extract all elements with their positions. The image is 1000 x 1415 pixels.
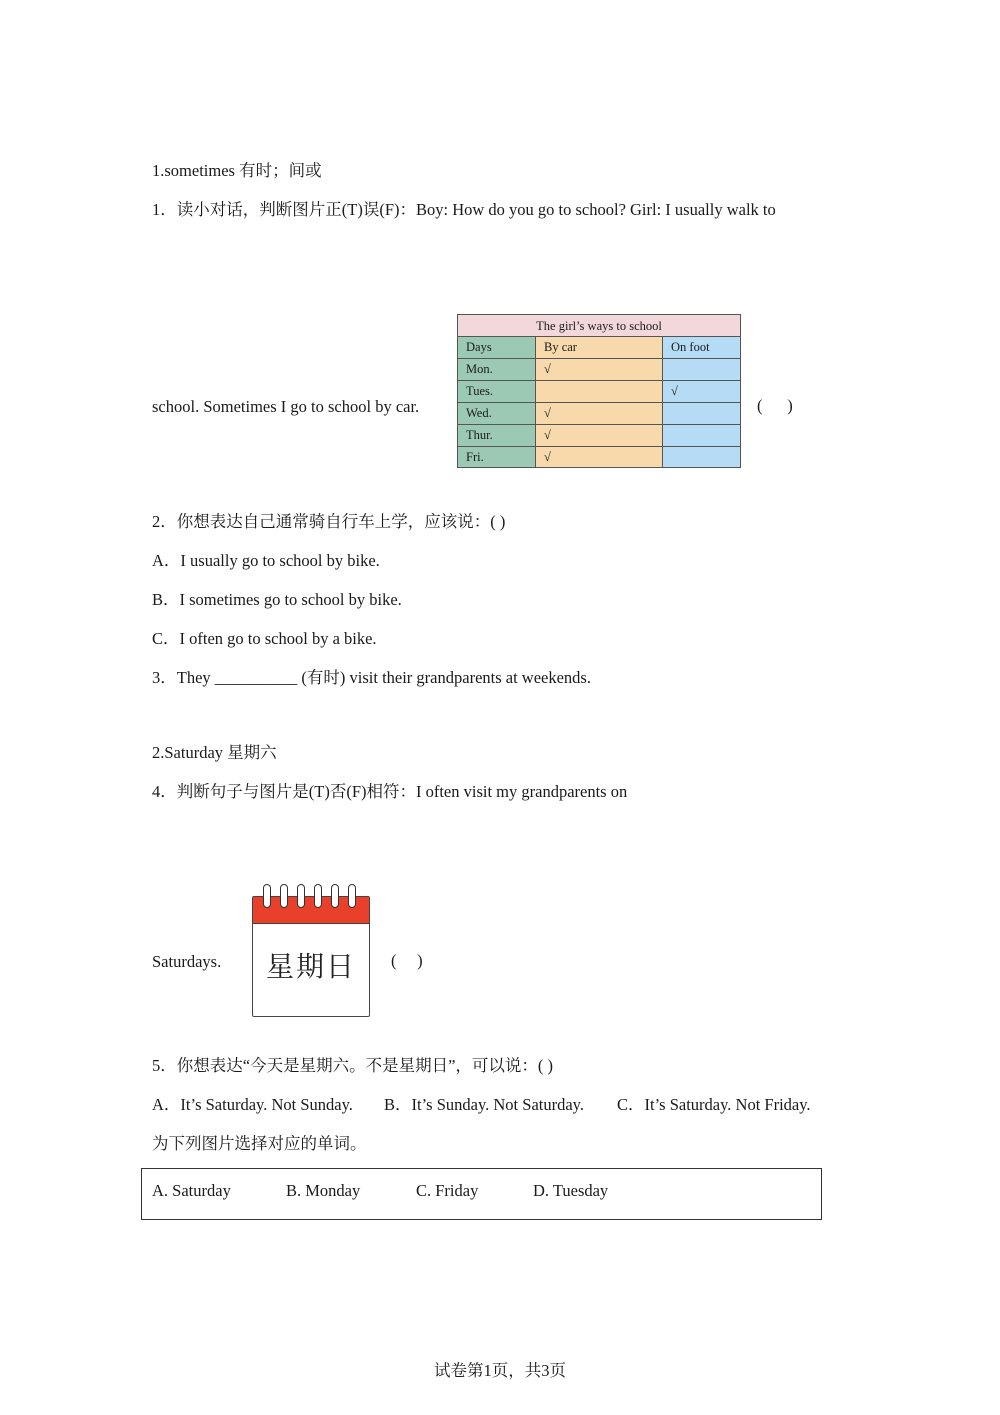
- calendar-ring-icon: [331, 884, 339, 908]
- table-header-on-foot: On foot: [663, 337, 740, 359]
- word-option-b: B. Monday: [286, 1181, 361, 1200]
- question-4-line-1: 4．判断句子与图片是(T)否(F)相符：I often visit my grandparents on: [152, 782, 628, 801]
- question-2-option-a: A．I usually go to school by bike.: [152, 551, 380, 570]
- calendar-ring-icon: [297, 884, 305, 908]
- ways-to-school-table: [457, 314, 741, 468]
- table-cell-by-car: [536, 381, 663, 403]
- table-cell-on-foot: [663, 403, 740, 425]
- table-title: The girl’s ways to school: [458, 315, 740, 337]
- question-2-option-b: B．I sometimes go to school by bike.: [152, 590, 402, 609]
- table-cell-by-car: √: [536, 425, 663, 447]
- question-5-option-c: C．It’s Saturday. Not Friday.: [617, 1095, 811, 1114]
- calendar-ring-icon: [348, 884, 356, 908]
- word-options-box: [141, 1168, 822, 1220]
- calendar-day-text: 星期日: [265, 950, 356, 983]
- answer-parens-q1[interactable]: ( ): [757, 396, 793, 415]
- section-heading-saturday: 2.Saturday 星期六: [152, 743, 277, 762]
- table-cell-by-car: √: [536, 403, 663, 425]
- table-cell-day: Tues.: [458, 381, 536, 403]
- word-option-a: A. Saturday: [152, 1181, 231, 1200]
- table-cell-day: Mon.: [458, 359, 536, 381]
- question-1-line-1: 1．读小对话，判断图片正(T)误(F)：Boy: How do you go to school? Girl: I usually walk to: [152, 200, 776, 219]
- calendar-ring-icon: [263, 884, 271, 908]
- question-5-option-a: A．It’s Saturday. Not Sunday.: [152, 1095, 353, 1114]
- section-heading-sometimes: 1.sometimes 有时；间或: [152, 161, 322, 180]
- question-1-line-2: school. Sometimes I go to school by car.: [152, 397, 420, 416]
- table-cell-day: Fri.: [458, 447, 536, 467]
- question-2-option-c: C．I often go to school by a bike.: [152, 629, 377, 648]
- table-cell-on-foot: √: [663, 381, 740, 403]
- table-header-days: Days: [458, 337, 536, 359]
- word-option-d: D. Tuesday: [533, 1181, 609, 1200]
- table-cell-on-foot: [663, 447, 740, 467]
- match-instruction: 为下列图片选择对应的单词。: [152, 1134, 367, 1153]
- question-5-stem: 5．你想表达“今天是星期六。不是星期日”，可以说：( ): [152, 1056, 554, 1075]
- calendar-image: [252, 896, 370, 1017]
- question-5-option-b: B．It’s Sunday. Not Saturday.: [384, 1095, 584, 1114]
- calendar-ring-icon: [280, 884, 288, 908]
- word-option-c: C. Friday: [416, 1181, 479, 1200]
- table-cell-day: Thur.: [458, 425, 536, 447]
- question-3: 3．They __________ (有时) visit their grandparents at weekends.: [152, 668, 591, 687]
- table-header-by-car: By car: [536, 337, 663, 359]
- question-4-line-2: Saturdays.: [152, 952, 222, 971]
- table-cell-by-car: √: [536, 447, 663, 467]
- table-cell-on-foot: [663, 425, 740, 447]
- answer-parens-q4[interactable]: ( ): [391, 951, 423, 970]
- table-cell-by-car: √: [536, 359, 663, 381]
- calendar-ring-icon: [314, 884, 322, 908]
- table-cell-on-foot: [663, 359, 740, 381]
- question-2-stem: 2．你想表达自己通常骑自行车上学，应该说：( ): [152, 512, 506, 531]
- page-footer: 试卷第1页，共3页: [434, 1361, 566, 1380]
- table-cell-day: Wed.: [458, 403, 536, 425]
